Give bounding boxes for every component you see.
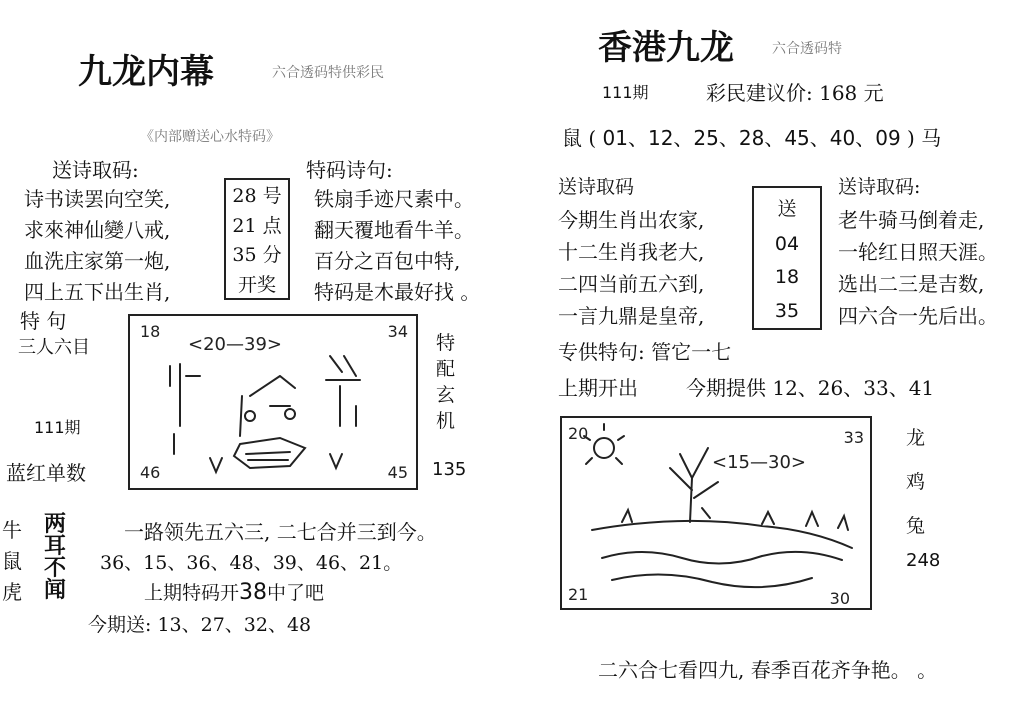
big-phrase-char: 耳 <box>44 534 67 559</box>
right-side-vertical <box>906 416 925 548</box>
big-phrase <box>44 514 66 602</box>
line3-prefix: 上期特码开 <box>144 582 240 604</box>
draw-time-line: 28 号 <box>232 185 282 208</box>
corner-number: 45 <box>387 463 408 482</box>
image-range: <15—30> <box>712 452 806 473</box>
image-range: <20—39> <box>188 334 282 355</box>
draw-time-line: 开奖 <box>237 273 276 296</box>
zodiac: 虎 <box>2 580 22 604</box>
left-title: 九龙内幕 <box>78 52 214 92</box>
left-line1: 一路领先五六三, 二七合并三到今。 <box>124 520 437 544</box>
special-phrase-label: 特 句 <box>20 309 67 333</box>
right-issue: 111期 <box>602 83 649 102</box>
last-issue-label: 上期开出 <box>558 376 638 400</box>
left-poem-label-right: 特码诗句: <box>306 158 393 182</box>
right-poem-right <box>838 204 998 332</box>
left-poem-right <box>314 184 480 308</box>
right-title: 香港九龙 <box>598 28 734 68</box>
poem-line: 四六合一先后出。 <box>838 304 998 328</box>
provide-numbers: 今期提供 12、26、33、41 <box>686 376 935 400</box>
left-line2: 36、15、36、48、39、46、21。 <box>100 552 403 574</box>
draw-time-line: 35 分 <box>232 244 282 267</box>
poem-line: 一轮红日照天涯。 <box>838 240 998 264</box>
line3-number: 38 <box>239 580 268 605</box>
side-char: 兔 <box>906 515 926 537</box>
rat-suffix: ) 马 <box>907 126 942 150</box>
color-hint: 蓝红单数 <box>6 461 86 485</box>
poem-line: 十二生肖我老大, <box>558 240 705 264</box>
left-send-poem-label: 送诗取码: <box>52 158 139 182</box>
line3-suffix: 中了吧 <box>267 582 325 604</box>
sketch-drawing <box>562 418 870 608</box>
side-char: 配 <box>436 358 456 380</box>
corner-number: 21 <box>568 585 589 604</box>
poem-line: 铁扇手迹尺素中。 <box>314 187 474 211</box>
right-poem-left <box>558 204 704 332</box>
left-line4: 今期送: 13、27、32、48 <box>88 614 312 636</box>
big-phrase-char: 闻 <box>44 578 67 603</box>
draw-time-box <box>224 178 290 300</box>
rat-numbers: 01、12、25、28、45、40、09 <box>602 126 901 150</box>
left-side-number: 135 <box>432 459 467 480</box>
side-char: 龙 <box>906 427 926 449</box>
corner-number: 30 <box>829 589 850 608</box>
side-char: 机 <box>436 410 456 432</box>
left-poem-left <box>24 184 170 308</box>
poem-line: 特码是木最好找 。 <box>314 280 481 304</box>
poem-line: 四上五下出生肖, <box>24 280 171 304</box>
poem-line: 血洗庄家第一炮, <box>24 249 171 273</box>
rat-prefix: 鼠 ( <box>562 126 597 150</box>
poem-line: 老牛骑马倒着走, <box>838 208 985 232</box>
send-box-line: 04 <box>774 232 800 255</box>
draw-time-line: 21 点 <box>232 214 282 237</box>
big-phrase-char: 两 <box>44 512 67 537</box>
right-send-label-right: 送诗取码: <box>838 176 921 198</box>
corner-number: 34 <box>387 322 408 341</box>
poem-line: 求來神仙變八戒, <box>24 218 171 242</box>
corner-number: 20 <box>568 424 589 443</box>
corner-number: 46 <box>140 463 161 482</box>
corner-number: 18 <box>140 322 161 341</box>
side-char: 特 <box>436 332 456 354</box>
send-number-box <box>752 186 822 330</box>
left-subtitle: 六合透码特供彩民 <box>272 65 384 81</box>
side-char: 鸡 <box>906 471 926 493</box>
left-line3 <box>144 578 324 605</box>
right-footer: 二六合七看四九, 春季百花齐争艳。 。 <box>598 658 938 682</box>
poem-line: 选出二三是吉数, <box>838 272 985 296</box>
left-side-vertical <box>436 330 455 434</box>
special-phrase: 三人六目 <box>18 337 90 358</box>
send-box-line: 送 <box>777 197 797 220</box>
poem-line: 今期生肖出农家, <box>558 208 705 232</box>
zodiac-column <box>2 515 22 608</box>
side-char: 玄 <box>436 384 456 406</box>
poem-line: 二四当前五六到, <box>558 272 705 296</box>
left-image-box <box>128 314 418 490</box>
right-image-box <box>560 416 872 610</box>
poem-line: 百分之百包中特, <box>314 249 461 273</box>
poem-line: 诗书读罢向空笑, <box>24 187 171 211</box>
left-banner: 《内部赠送心水特码》 <box>140 129 280 145</box>
send-box-line: 18 <box>774 266 800 289</box>
corner-number: 33 <box>843 428 864 447</box>
big-phrase-char: 不 <box>44 556 67 581</box>
zodiac: 牛 <box>2 518 22 542</box>
send-box-line: 35 <box>774 300 800 323</box>
right-send-label-left: 送诗取码 <box>558 176 635 198</box>
zodiac: 鼠 <box>2 549 22 573</box>
left-issue: 111期 <box>34 418 81 437</box>
sketch-drawing <box>130 316 416 488</box>
right-special-phrase: 专供特句: 管它一七 <box>558 340 732 364</box>
rat-horse-line <box>562 122 941 151</box>
poem-line: 翻天覆地看牛羊。 <box>314 218 474 242</box>
right-price: 彩民建议价: 168 元 <box>706 81 884 105</box>
poem-line: 一言九鼎是皇帝, <box>558 304 705 328</box>
right-subtitle: 六合透码特 <box>772 41 842 57</box>
right-side-number: 248 <box>906 550 941 571</box>
